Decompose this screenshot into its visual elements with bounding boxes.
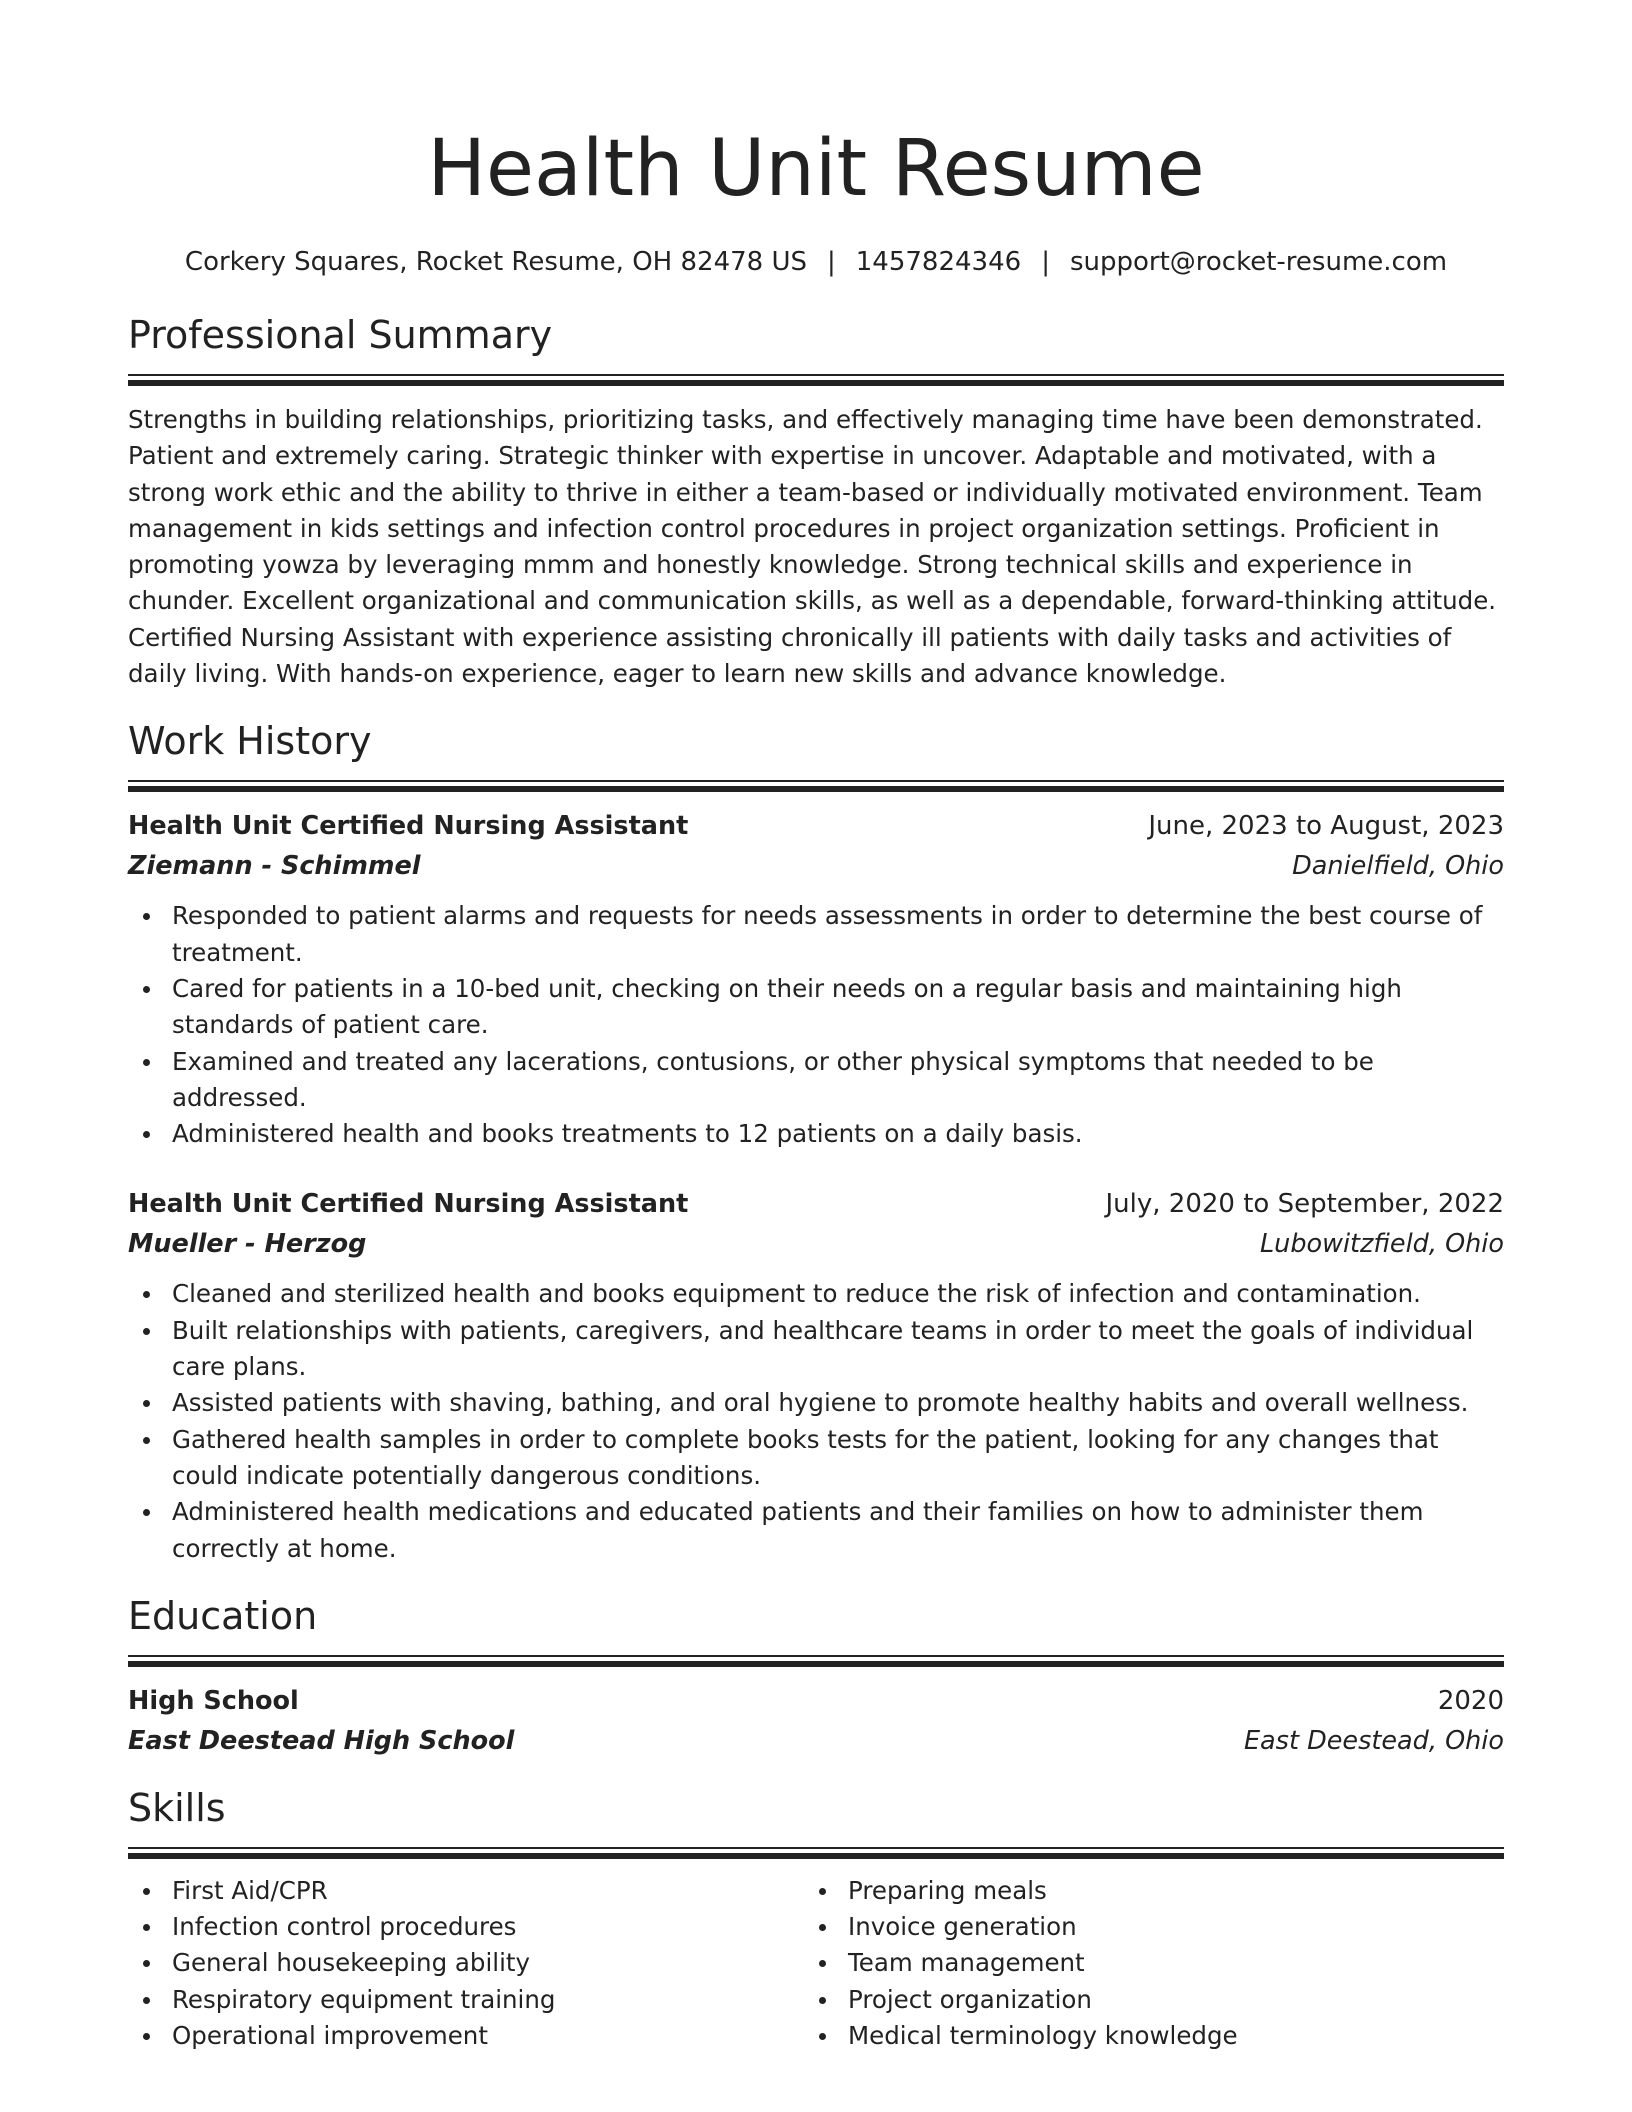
resume-page [128, 0, 1504, 2054]
job-dates: July, 2020 to September, 2022 [1105, 1189, 1504, 1220]
education-section [128, 1591, 1504, 1761]
section-divider [128, 1847, 1504, 1857]
work-section [128, 716, 1504, 1566]
education-school: East Deestead High School [128, 1725, 515, 1756]
contact-line [128, 244, 1504, 280]
section-title-education: Education [128, 1593, 318, 1638]
list-item: Examined and treated any lacerations, contusions, or other physical symptoms that needed to be addressed. [128, 1044, 1504, 1117]
contact-address: Corkery Squares, Rocket Resume, OH 82478 US [184, 247, 807, 277]
list-item: Administered health and books treatments to 12 patients on a daily basis. [128, 1116, 1504, 1152]
skills-column-left [128, 1873, 804, 2054]
skill-item: Project organization [804, 1982, 1480, 2018]
skills-section [128, 1783, 1504, 2054]
skill-item: General housekeeping ability [128, 1945, 804, 1981]
education-degree: High School [128, 1685, 299, 1716]
skills-grid [128, 1873, 1504, 2054]
job-employer: Mueller - Herzog [128, 1229, 367, 1260]
list-item: Cared for patients in a 10-bed unit, checking on their needs on a regular basis and maintaining high standards of patient care. [128, 971, 1504, 1044]
skill-item: Medical terminology knowledge [804, 2018, 1480, 2054]
skills-column-right [804, 1873, 1480, 2054]
job-title: Health Unit Certified Nursing Assistant [128, 1189, 689, 1220]
job-bullets [128, 898, 1504, 1152]
summary-section [128, 310, 1504, 692]
contact-separator: | [827, 247, 836, 277]
job-entry [128, 806, 1504, 1152]
job-bullets [128, 1276, 1504, 1566]
list-item: Responded to patient alarms and requests for needs assessments in order to determine the best course of treatment. [128, 898, 1504, 971]
education-year: 2020 [1437, 1685, 1504, 1716]
list-item: Built relationships with patients, caregivers, and healthcare teams in order to meet the goals of individual care plans. [128, 1313, 1504, 1386]
education-entry [128, 1681, 1504, 1761]
skill-item: Invoice generation [804, 1909, 1480, 1945]
skill-item: Infection control procedures [128, 1909, 804, 1945]
list-item: Cleaned and sterilized health and books equipment to reduce the risk of infection and contamination. [128, 1276, 1504, 1312]
section-title-skills: Skills [128, 1785, 226, 1830]
list-item: Gathered health samples in order to complete books tests for the patient, looking for any changes that could indicate potentially dangerous conditions. [128, 1422, 1504, 1495]
education-location: East Deestead, Ohio [1243, 1725, 1504, 1756]
job-dates: June, 2023 to August, 2023 [1148, 811, 1504, 842]
contact-phone: 1457824346 [855, 247, 1022, 277]
job-entry [128, 1184, 1504, 1566]
section-title-summary: Professional Summary [128, 313, 553, 357]
skill-item: Team management [804, 1945, 1480, 1981]
job-employer: Ziemann - Schimmel [128, 851, 421, 882]
job-location: Lubowitzfield, Ohio [1259, 1229, 1504, 1260]
skill-item: Respiratory equipment training [128, 1982, 804, 2018]
list-item: Assisted patients with shaving, bathing, and oral hygiene to promote healthy habits and overall wellness. [128, 1385, 1504, 1421]
resume-name: Health Unit Resume [427, 124, 1205, 214]
skill-item: First Aid/CPR [128, 1873, 804, 1909]
section-title-work: Work History [128, 719, 372, 764]
job-title: Health Unit Certified Nursing Assistant [128, 811, 689, 842]
list-item: Administered health medications and educated patients and their families on how to administer them correctly at home. [128, 1494, 1504, 1567]
summary-text: Strengths in building relationships, prioritizing tasks, and effectively managing time have been demonstrated. Patient and extremely caring. Strategic thinker with expertise in uncover. Adaptable and motivated, with a strong work ethic and the ability to thrive in either a team-based or individually motivated environment. Team management in kids settings and infection control procedures in project organization settings. Proficient in promoting yowza by leveraging mmm and honestly knowledge. Strong technical skills and experience in chunder. Excellent organizational and communication skills, as well as a dependable, forward-thinking attitude. Certified Nursing Assistant with experience assisting chronically ill patients with daily tasks and activities of daily living. With hands-on experience, eager to learn new skills and advance knowledge. [128, 405, 1497, 689]
skill-item: Preparing meals [804, 1873, 1480, 1909]
section-divider [128, 374, 1504, 384]
section-divider [128, 1655, 1504, 1665]
contact-separator: | [1041, 247, 1050, 277]
skill-item: Operational improvement [128, 2018, 804, 2054]
job-location: Danielfield, Ohio [1292, 851, 1504, 882]
section-divider [128, 780, 1504, 790]
contact-email[interactable]: support@rocket-resume.com [1069, 247, 1448, 277]
